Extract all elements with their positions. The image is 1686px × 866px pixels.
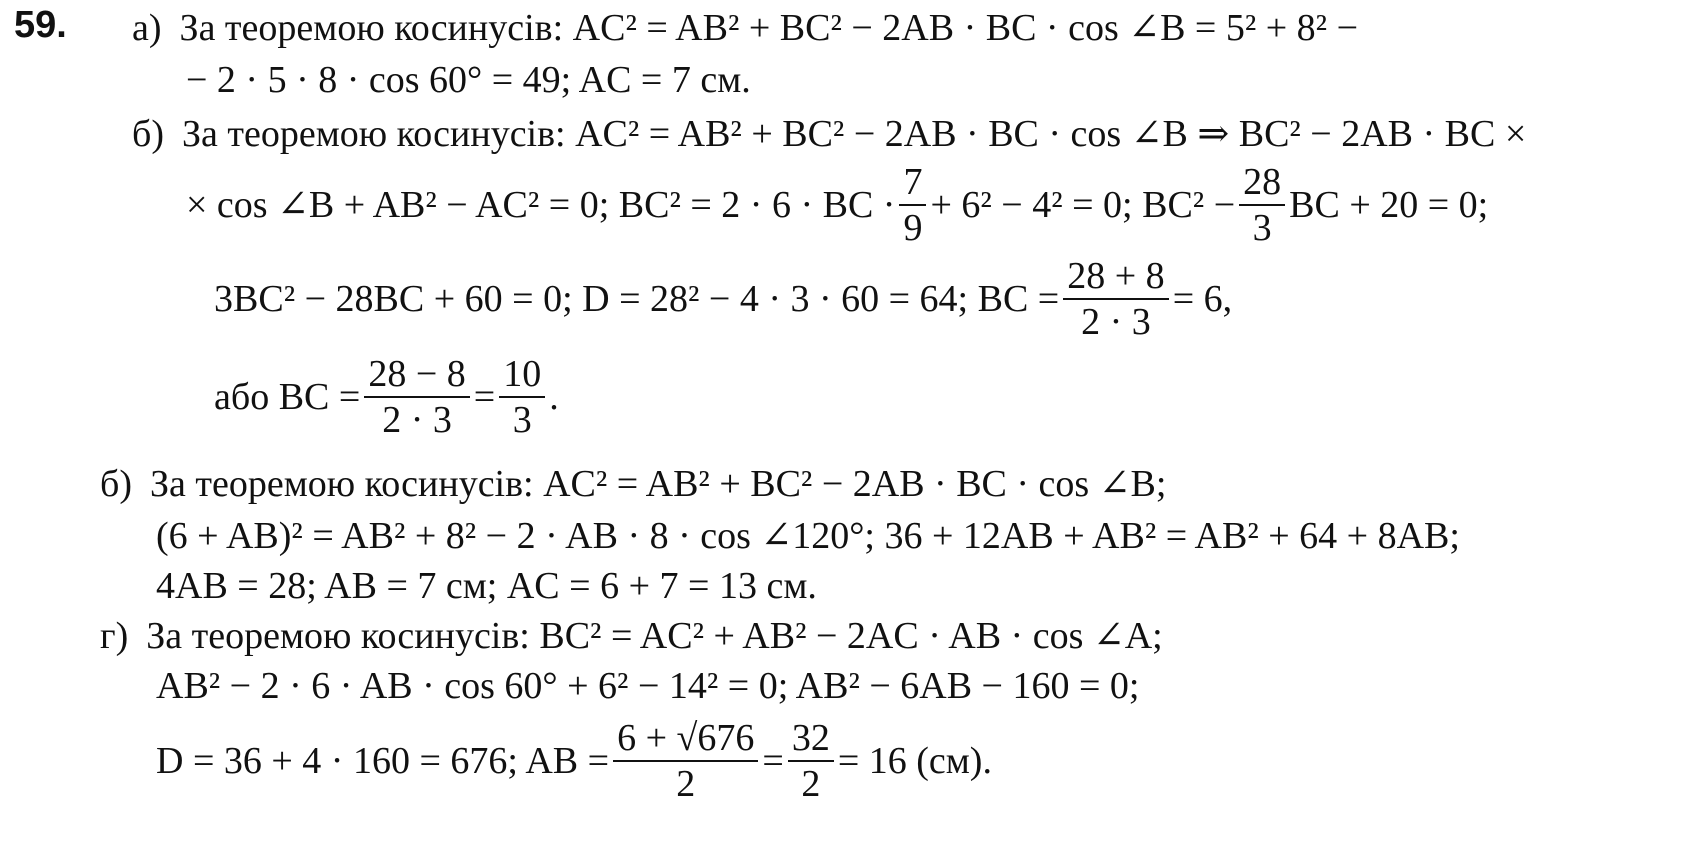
fraction-32-2 (788, 719, 834, 803)
part-g-text-2: AB² − 2 · 6 · AB · cos 60° + 6² − 14² = 0; AB² − 6AB − 160 = 0; (156, 665, 1140, 707)
part-b1-text-4c: . (549, 376, 559, 418)
fraction-denominator: 3 (1252, 207, 1272, 249)
part-b1-text-3a: 3BC² − 28BC + 60 = 0; D = 28² − 4 · 3 · 60 = 64; BC = (214, 278, 1060, 320)
part-g-label: г) (100, 615, 129, 657)
part-a-line-1 (132, 6, 1358, 50)
fraction-bc-first-root (1063, 257, 1168, 341)
part-g-text-3a: D = 36 + 4 · 160 = 676; AB = (156, 740, 610, 782)
fraction-ab-root (613, 719, 758, 803)
part-b2-text-1: За теоремою косинусів: AC² = AB² + BC² − 2AB · BC · cos ∠B; (150, 463, 1167, 505)
part-b1-line-1 (132, 112, 1526, 156)
part-b1-text-4a: або BC = (214, 376, 361, 418)
fraction-28-3 (1239, 163, 1285, 247)
part-b2-line-2 (156, 514, 1460, 558)
fraction-denominator: 2 (801, 763, 821, 805)
part-b1-text-2a: × cos ∠B + AB² − AC² = 0; BC² = 2 · 6 · BC · (186, 184, 896, 226)
part-b1-text-2c: BC + 20 = 0; (1289, 184, 1489, 226)
part-a-text-2: − 2 · 5 · 8 · cos 60° = 49; AC = 7 см. (186, 59, 751, 101)
part-b2-line-1 (100, 462, 1166, 506)
fraction-denominator: 2 · 3 (1081, 301, 1151, 343)
fraction-numerator: 28 − 8 (364, 355, 469, 398)
fraction-7-9 (899, 163, 926, 247)
part-g-line-2 (156, 664, 1139, 708)
fraction-denominator: 3 (512, 399, 532, 441)
part-b1-text-1: За теоремою косинусів: AC² = AB² + BC² − 2AB · BC · cos ∠B ⇒ BC² − 2AB · BC × (182, 113, 1527, 155)
part-b1-line-4 (214, 353, 559, 441)
part-b1-text-4b: = (473, 376, 496, 418)
part-g-line-1 (100, 614, 1163, 658)
fraction-numerator: 10 (499, 355, 545, 398)
part-g-text-1: За теоремою косинусів: BC² = AC² + AB² − 2AC · AB · cos ∠A; (146, 615, 1163, 657)
fraction-numerator: 28 (1239, 163, 1285, 206)
part-b1-line-2 (186, 161, 1489, 249)
part-b1-text-3b: = 6, (1172, 278, 1233, 320)
part-a-line-2 (186, 58, 751, 102)
fraction-numerator: 28 + 8 (1063, 257, 1168, 300)
part-a-text-1: За теоремою косинусів: AC² = AB² + BC² − 2AB · BC · cos ∠B = 5² + 8² − (179, 7, 1358, 49)
part-b2-line-3 (156, 564, 817, 608)
part-g-text-3b: = (762, 740, 784, 782)
fraction-denominator: 2 · 3 (382, 399, 452, 441)
problem-number: 59. (14, 4, 67, 46)
fraction-numerator: 32 (788, 719, 834, 762)
part-b2-label: б) (100, 463, 132, 505)
part-a-label: а) (132, 7, 162, 49)
fraction-numerator: 6 + √676 (613, 719, 758, 762)
part-g-text-3c: = 16 (см). (837, 740, 992, 782)
fraction-bc-second-root (364, 355, 469, 439)
part-g-line-3 (156, 717, 992, 805)
part-b2-text-3: 4AB = 28; AB = 7 см; AC = 6 + 7 = 13 см. (156, 565, 817, 607)
part-b1-line-3 (214, 255, 1233, 343)
fraction-denominator: 2 (676, 763, 696, 805)
part-b1-text-2b: + 6² − 4² = 0; BC² − (930, 184, 1236, 226)
part-b1-label: б) (132, 113, 164, 155)
fraction-10-3 (499, 355, 545, 439)
fraction-denominator: 9 (903, 207, 923, 249)
fraction-numerator: 7 (899, 163, 926, 206)
part-b2-text-2: (6 + AB)² = AB² + 8² − 2 · AB · 8 · cos ∠120°; 36 + 12AB + AB² = AB² + 64 + 8AB; (156, 515, 1460, 557)
